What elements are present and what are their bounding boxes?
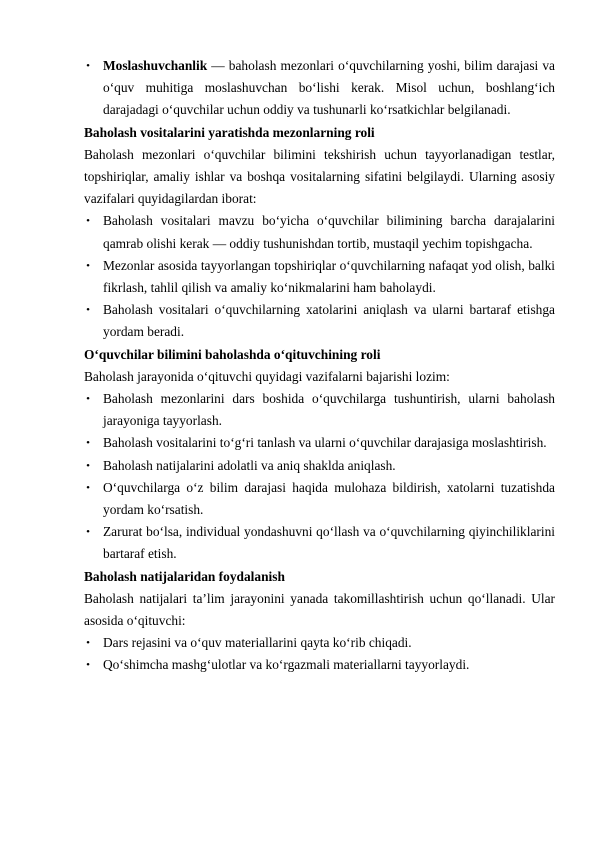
list-item <box>84 455 555 477</box>
bullet-moslashuvchanlik <box>84 55 555 122</box>
bullet-dot-icon: • <box>86 215 90 228</box>
bullet-dot-icon: • <box>86 637 90 650</box>
bullet-dot-icon: • <box>86 259 90 272</box>
section-paragraph-natijalardan-foydalanish: Baholash natijalari ta’lim jarayonini yanada takomillashtirish uchun qo‘llanadi. Ular asosida o‘qituvchi: <box>84 590 555 629</box>
bullet-dot-icon: • <box>86 659 90 672</box>
list-item <box>84 255 555 299</box>
list-item <box>84 210 555 254</box>
bullet-dot-icon: • <box>86 459 90 472</box>
section-paragraph-oqituvchi-roli: Baholash jarayonida o‘qituvchi quyidagi vazifalarni bajarishi lozim: <box>84 368 450 384</box>
list-item-text: Baholash vositalari mavzu bo‘yicha o‘quvchilar bilimining barcha darajalarini qamrab olishi kerak — oddiy tushunishdan tortib, mustaqil yechim topishgacha. <box>103 213 555 251</box>
list-item-text: Baholash natijalarini adolatli va aniq shaklda aniqlash. <box>103 457 396 473</box>
list-item-text: Mezonlar asosida tayyorlangan topshiriqlar o‘quvchilarning nafaqat yod olish, balki fikrlash, tahlil qilish va amaliy ko‘nikmalarini ham baholaydi. <box>103 257 555 296</box>
bullet-dot-icon: • <box>86 60 90 72</box>
bullet-term: Moslashuvchanlik <box>103 58 208 73</box>
list-item-text: Baholash vositalarini to‘g‘ri tanlash va ularni o‘quvchilar darajasiga moslashtirish. <box>103 435 547 451</box>
section-heading-natijalardan-foydalanish: Baholash natijalaridan foydalanish <box>84 568 285 584</box>
list-item <box>84 632 555 654</box>
document-body <box>84 55 555 677</box>
list-item <box>84 432 555 454</box>
list-item-text: O‘quvchilarga o‘z bilim darajasi haqida mulohaza bildirish, xatolarni tuzatishda yordam ko‘rsatish. <box>103 479 555 518</box>
section-heading-oqituvchi-roli: O‘quvchilar bilimini baholashda o‘qituvchining roli <box>84 346 381 362</box>
list-item <box>84 477 555 521</box>
list-item <box>84 388 555 432</box>
list-item <box>84 654 555 676</box>
bullet-text: — baholash mezonlari o‘quvchilarning yoshi, bilim darajasi va o‘quv muhitiga moslashuvchan bo‘lishi kerak. Misol uchun, boshlang‘ich darajadagi o‘quvchilar uchun oddiy va tushunarli ko‘rsatkichlar belgilanadi. <box>103 58 555 118</box>
bullet-dot-icon: • <box>86 437 90 450</box>
bullet-dot-icon: • <box>86 481 90 494</box>
list-item-text: Baholash mezonlarini dars boshida o‘quvchilarga tushuntirish, ularni baholash jarayoniga tayyorlash. <box>103 391 555 429</box>
list-item-text: Zarurat bo‘lsa, individual yondashuvni qo‘llash va o‘quvchilarning qiyinchiliklarini bartaraf etish. <box>103 524 555 562</box>
bullet-dot-icon: • <box>86 304 90 317</box>
list-item <box>84 521 555 565</box>
list-item-text: Qo‘shimcha mashg‘ulotlar va ko‘rgazmali materiallarni tayyorlaydi. <box>103 657 470 673</box>
section-paragraph-mezonlar-roli: Baholash mezonlari o‘quvchilar bilimini tekshirish uchun tayyorlanadigan testlar, topshiriqlar, amaliy ishlar va boshqa vositalarning sifatini belgilaydi. Ularning asosiy vazifalari quyidagilardan iborat: <box>84 146 555 207</box>
bullet-dot-icon: • <box>86 526 90 539</box>
list-item-text: Dars rejasini va o‘quv materiallarini qayta ko‘rib chiqadi. <box>103 635 412 651</box>
list-item-text: Baholash vositalari o‘quvchilarning xatolarini aniqlash va ularni bartaraf etishga yordam beradi. <box>103 302 555 340</box>
bullet-dot-icon: • <box>86 393 90 406</box>
section-heading-mezonlar-roli: Baholash vositalarini yaratishda mezonlarning roli <box>84 124 375 140</box>
list-item <box>84 299 555 343</box>
